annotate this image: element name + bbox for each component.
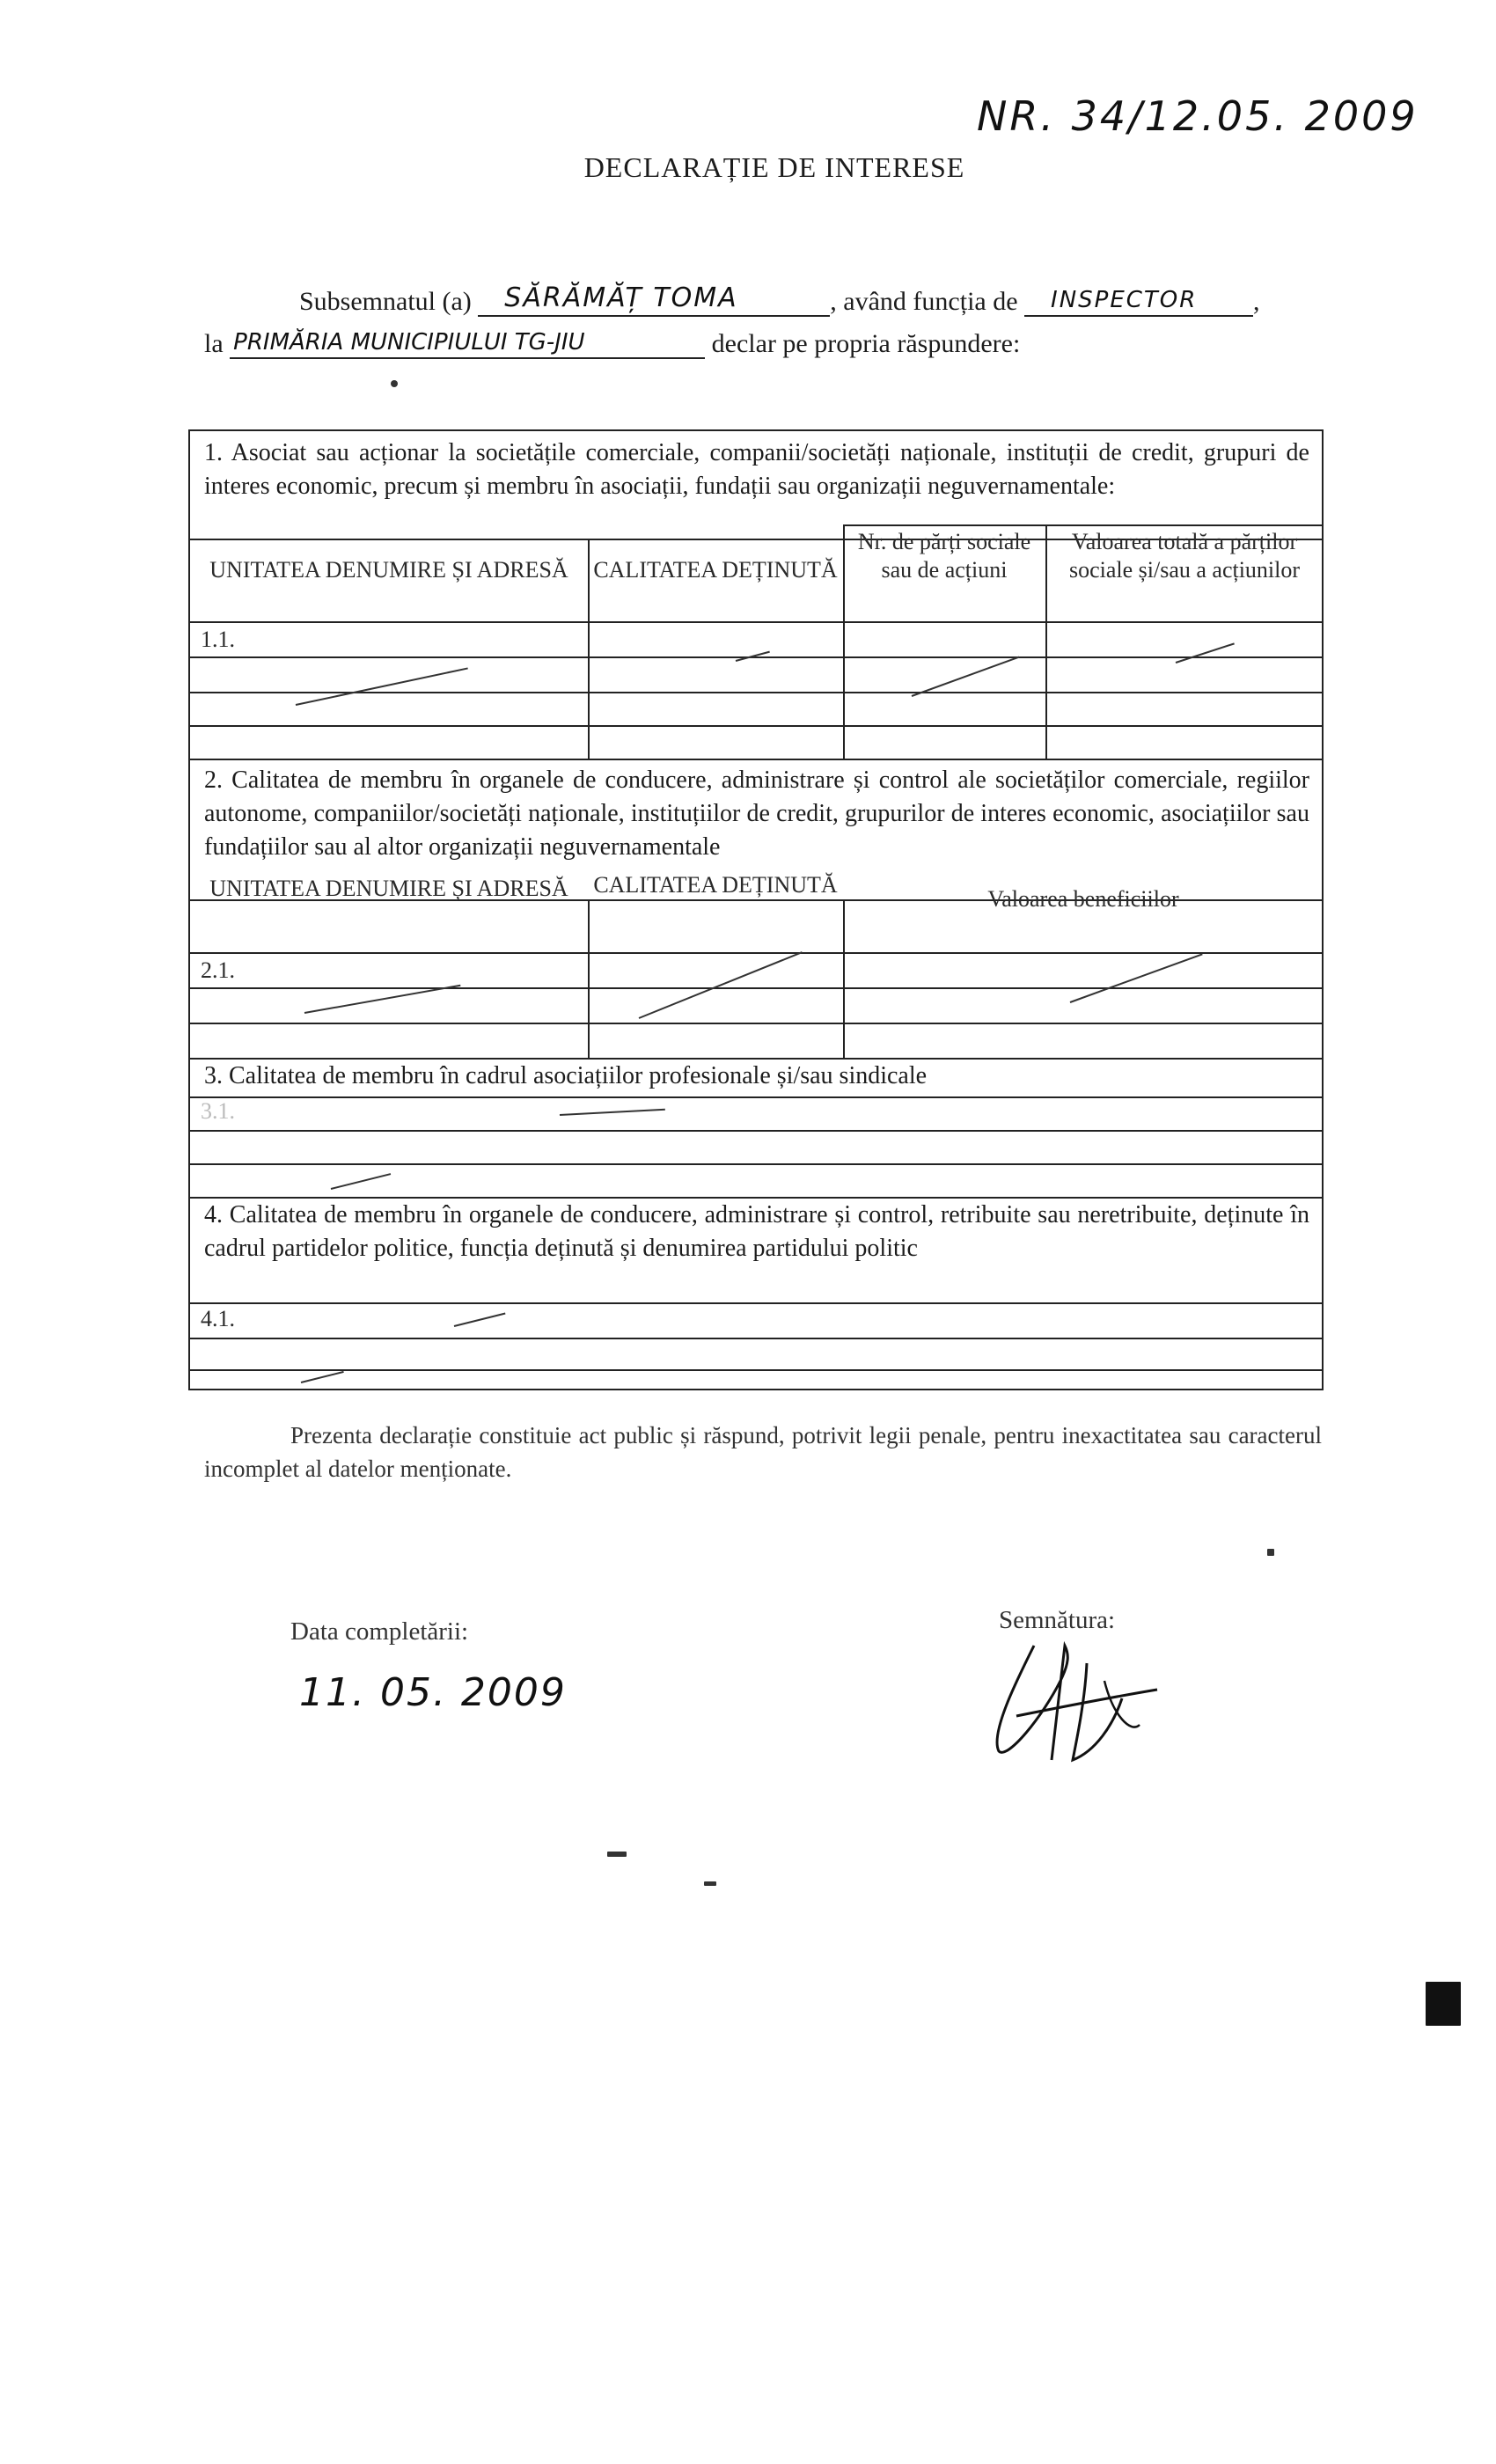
document-title: DECLARAȚIE DE INTERESE	[583, 151, 965, 183]
s3-row-label: 3.1.	[201, 1098, 235, 1124]
s1-col-valoarea: Valoarea totală a părților sociale și/sau a acțiunilor	[1068, 529, 1301, 583]
s1-col-calitatea: CALITATEA DEȚINUTĂ	[593, 557, 838, 583]
section-1-text: 1. Asociat sau acționar la societățile comerciale, companii/societăți naționale, instituții de credit, grupuri de interes economic, precum și membru în asociații, fundații sau organizații neguvernamentale:	[204, 439, 1309, 500]
scan-speck	[391, 380, 398, 387]
section-2-text: 2. Calitatea de membru în organele de conducere, administrare și control ale societăților comerciale, regiilor autonome, companiilor/societăți naționale, instituțiilor de credit, grupurilor de interes economic, asociațiilor sau fundațiilor sau al altor organizații neguvernamentale	[204, 766, 1309, 861]
date-label: Data completării:	[290, 1617, 469, 1646]
section-3-text: 3. Calitatea de membru în cadrul asociațiilor profesionale și/sau sindicale	[204, 1062, 928, 1089]
section-4-text: 4. Calitatea de membru în organele de conducere, administrare și control, retribuite sau neretribuite, deținute în cadrul partidelor politice, funcția deținută și denumirea partidului politic	[204, 1201, 1309, 1262]
declaration-label: declar pe propria răspundere:	[711, 329, 1021, 358]
scan-speck	[1267, 1549, 1274, 1556]
institution-field	[230, 326, 705, 359]
registration-number: NR. 34/12.05. 2009	[977, 92, 1419, 140]
s2-col-unitatea: UNITATEA DENUMIRE ȘI ADRESĂ	[209, 876, 568, 901]
s2-col-valoarea: Valoarea beneficiilor	[987, 886, 1179, 912]
declarant-line-2	[204, 326, 1020, 359]
la-label: la	[204, 329, 224, 358]
subsemnatul-label: Subsemnatul (a)	[299, 287, 472, 316]
scan-speck	[607, 1852, 627, 1857]
s4-row-label: 4.1.	[201, 1306, 235, 1331]
s2-col-calitatea: CALITATEA DEȚINUTĂ	[593, 872, 838, 898]
s1-col-nr-parti: Nr. de părți sociale sau de acțiuni	[857, 529, 1031, 583]
scan-speck	[704, 1881, 716, 1886]
function-field	[1024, 283, 1253, 317]
signature-image	[981, 1628, 1175, 1769]
footer-note: Prezenta declarație constituie act public și răspund, potrivit legii penale, pentru inexactitatea sau caracterul incomplet al datelor menționate.	[204, 1422, 1322, 1482]
signature-label: Semnătura:	[999, 1606, 1116, 1634]
declaration-form	[188, 429, 1324, 1390]
s1-row-label: 1.1.	[201, 627, 235, 652]
s1-col-unitatea: UNITATEA DENUMIRE ȘI ADRESĂ	[209, 557, 568, 583]
name-handwritten: SĂRĂMĂȚ TOMA	[504, 282, 738, 313]
scan-artifact	[1426, 1982, 1461, 2026]
date-handwritten: 11. 05. 2009	[299, 1670, 567, 1715]
function-handwritten: INSPECTOR	[1051, 287, 1198, 313]
name-field	[478, 283, 830, 317]
declarant-line-1	[299, 283, 1260, 317]
function-comma: ,	[1253, 287, 1260, 316]
function-label: , având funcția de	[830, 287, 1018, 316]
s2-row-label: 2.1.	[201, 957, 235, 983]
institution-handwritten: PRIMĂRIA MUNICIPIULUI TG-JIU	[233, 329, 585, 356]
